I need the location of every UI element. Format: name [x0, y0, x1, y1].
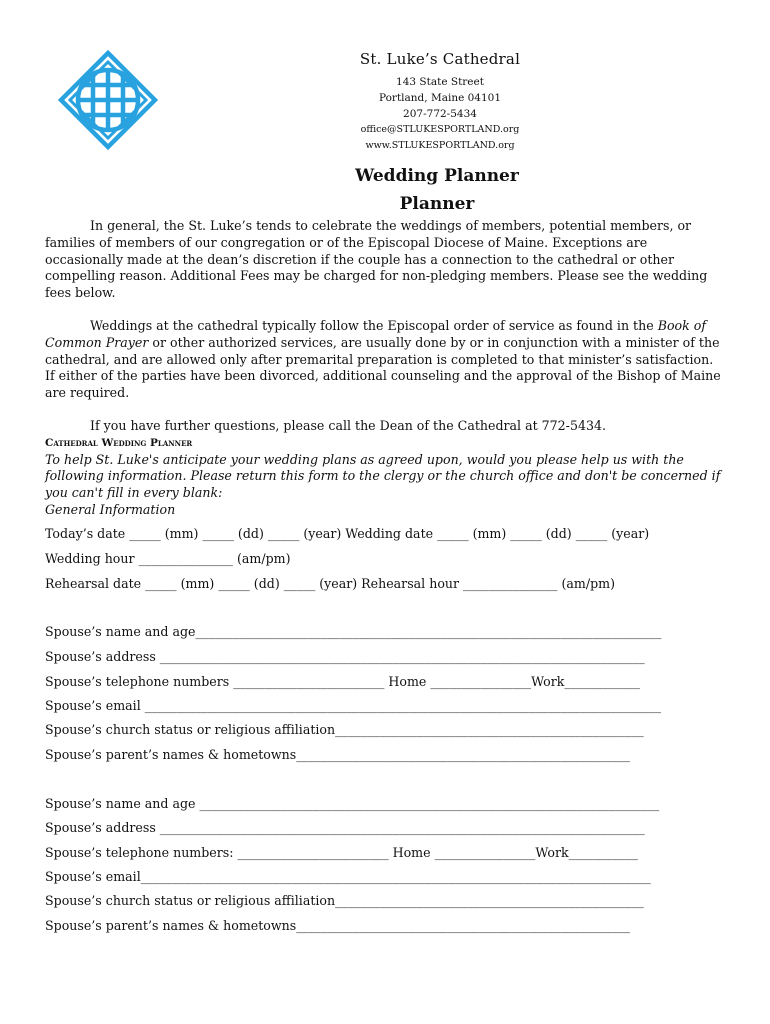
rehearsal-line[interactable]: Rehearsal date _____ (mm) _____ (dd) _____ (year) Rehearsal hour _______________ (am/pm) [45, 576, 616, 591]
spouse2-phone-line[interactable]: Spouse’s telephone numbers: ________________________ Home ________________Work___________ [45, 845, 638, 860]
spouse1-address-line[interactable]: Spouse’s address _____________________________________________________________________________ [45, 649, 645, 664]
spouse1-phone-line[interactable]: Spouse’s telephone numbers ________________________ Home ________________Work____________ [45, 674, 640, 689]
document-body [45, 218, 725, 519]
form-instructions: To help St. Luke's anticipate your wedding plans as agreed upon, would you please help us with the following information. Please return this form to the clergy or the church office and don't be concerned if you can't fill in every blank: [45, 451, 721, 501]
intro-paragraph-2 [45, 318, 725, 402]
para2-text-b: or other authorized services, are usually done by or in conjunction with a minister of the cathedral, and are allowed only after premarital preparation is completed to that minister’s satisfaction. If either of the parties have been divorced, additional counseling and the approval of the Bishop of Maine are required. [45, 334, 721, 401]
book-title: Book of Common Prayer [45, 317, 706, 350]
todays-date-line[interactable]: Today’s date _____ (mm) _____ (dd) _____ (year) Wedding date _____ (mm) _____ (dd) _____ (year) [45, 526, 650, 541]
wedding-hour-line[interactable]: Wedding hour _______________ (am/pm) [45, 551, 291, 566]
spouse2-church-line[interactable]: Spouse’s church status or religious affiliation_________________________________________________ [45, 893, 644, 908]
intro-paragraph-1: In general, the St. Luke’s tends to celebrate the weddings of members, potential members, or families of members of our congregation or of the Episcopal Diocese of Maine. Exceptions are occasionally made at the dean’s discretion if the couple has a connection to the cathedral or other compelling reason. Additional Fees may be charged for non-pledging members. Please see the wedding fees below. [45, 218, 708, 301]
cathedral-logo-icon [58, 50, 158, 150]
spouse1-name-line[interactable]: Spouse’s name and age__________________________________________________________________________ [45, 624, 662, 639]
spouse1-church-line[interactable]: Spouse’s church status or religious affiliation_________________________________________________ [45, 722, 644, 737]
city-address: Portland, Maine 04101 [378, 92, 502, 104]
spouse1-email-line[interactable]: Spouse’s email __________________________________________________________________________________ [45, 698, 662, 713]
document-subtitle: Planner [399, 194, 475, 214]
document-title: Wedding Planner [355, 166, 519, 186]
letterhead [330, 50, 550, 154]
spouse2-email-line[interactable]: Spouse’s email_________________________________________________________________________________ [45, 869, 651, 884]
spouse2-name-line[interactable]: Spouse’s name and age _________________________________________________________________________ [45, 796, 660, 811]
spouse1-parents-line[interactable]: Spouse’s parent’s names & hometowns_____________________________________________________ [45, 747, 630, 762]
para2-text-a: Weddings at the cathedral typically follow the Episcopal order of service as found in the [90, 317, 658, 333]
email-address: office@STLUKESPORTLAND.org [360, 124, 520, 135]
phone-number: 207-772-5434 [403, 108, 477, 120]
general-information-heading: General Information [45, 501, 176, 517]
intro-paragraph-3: If you have further questions, please call the Dean of the Cathedral at 772-5434. [90, 417, 606, 433]
spouse2-address-line[interactable]: Spouse’s address _____________________________________________________________________________ [45, 820, 645, 835]
spouse2-parents-line[interactable]: Spouse’s parent’s names & hometowns_____________________________________________________ [45, 918, 630, 933]
org-name: St. Luke’s Cathedral [359, 50, 521, 68]
website-url: www.STLUKESPORTLAND.org [365, 140, 515, 151]
form-section-title: Cathedral Wedding Planner [45, 436, 193, 449]
street-address: 143 State Street [396, 76, 484, 88]
